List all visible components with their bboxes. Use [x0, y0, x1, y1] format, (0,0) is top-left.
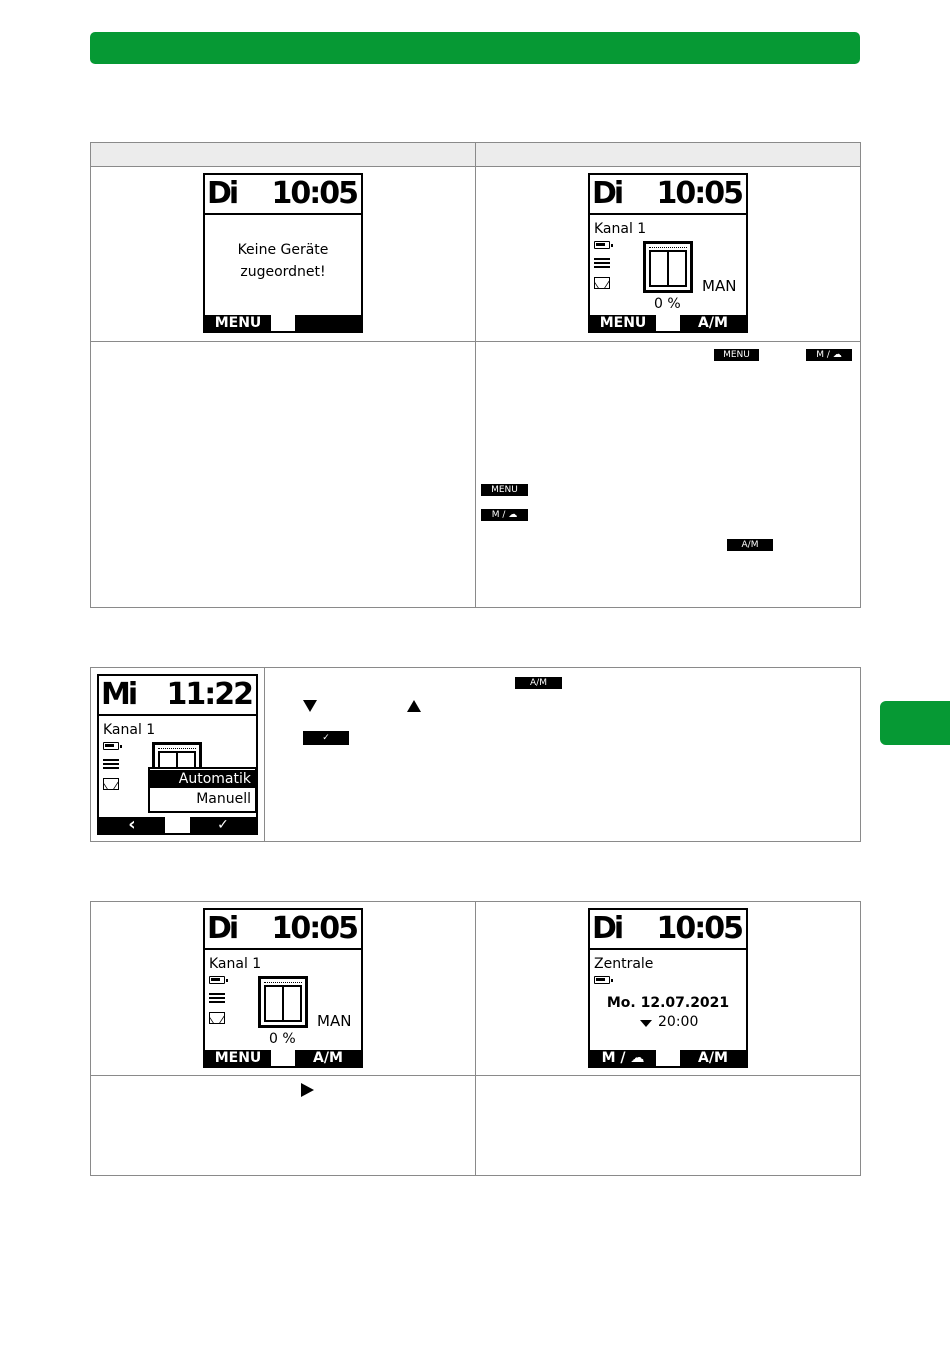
softkey-bar — [99, 814, 256, 835]
display-central-timer — [588, 908, 748, 1068]
display-mode-select — [97, 674, 258, 835]
arrow-up-icon — [407, 700, 421, 712]
mode-label: MAN — [702, 277, 737, 295]
display-channel-manual — [588, 173, 748, 333]
clock-label: 10:05 — [271, 911, 357, 946]
mode-label: MAN — [317, 1012, 352, 1030]
envelope-icon — [594, 277, 610, 289]
softkey-bar — [205, 1050, 361, 1066]
display-channel-manual — [203, 908, 363, 1068]
table-3-text-left — [91, 1076, 476, 1176]
back-softkey[interactable]: ‹ — [99, 817, 165, 833]
option-automatik[interactable]: Automatik — [150, 770, 255, 788]
display-no-devices — [203, 173, 363, 333]
weekday-label: Di — [592, 911, 622, 946]
menu-key-icon: MENU — [714, 349, 759, 361]
battery-icon — [594, 976, 610, 984]
check-key-icon: ✓ — [303, 731, 349, 745]
chapter-tab — [880, 701, 950, 745]
mode-dropdown — [148, 767, 257, 813]
table-2-text — [265, 668, 861, 842]
softkey-bar — [205, 315, 361, 331]
menu-softkey[interactable]: MENU — [205, 1050, 271, 1066]
option-manuell[interactable]: Manuell — [196, 791, 251, 807]
shutter-icon — [594, 258, 610, 270]
position-percent: 0 % — [269, 1031, 296, 1047]
menu-key-icon: MENU — [481, 484, 528, 496]
table-1-text-left — [91, 342, 476, 608]
message-line-1: Keine Geräte — [237, 242, 329, 258]
shutter-icon — [103, 759, 119, 771]
arrow-down-icon — [640, 1020, 652, 1027]
weekday-label: Di — [592, 176, 622, 211]
channel-label: Kanal 1 — [594, 221, 647, 237]
table-1-text-right — [476, 342, 861, 608]
weekday-label: Mi — [101, 677, 136, 712]
arrow-down-icon — [303, 700, 317, 712]
battery-icon — [209, 976, 225, 984]
channel-label: Zentrale — [594, 956, 654, 972]
next-switch-time: 20:00 — [658, 1014, 699, 1030]
manual-auto-key-icon: M / ☁ — [481, 509, 528, 521]
menu-softkey[interactable]: MENU — [205, 315, 271, 331]
divider — [205, 948, 361, 950]
position-percent: 0 % — [654, 296, 681, 312]
divider — [590, 948, 746, 950]
table-1-header-right — [476, 143, 861, 167]
channel-label: Kanal 1 — [103, 722, 156, 738]
weekday-label: Di — [207, 911, 237, 946]
table-3-text-right — [476, 1076, 861, 1176]
am-softkey[interactable]: A/M — [295, 1050, 361, 1066]
arrow-right-icon — [301, 1083, 314, 1097]
window-icon — [643, 241, 693, 293]
right-softkey[interactable] — [295, 315, 361, 331]
menu-softkey[interactable]: MENU — [590, 315, 656, 331]
clock-label: 10:05 — [271, 176, 357, 211]
battery-icon — [594, 241, 610, 249]
weekday-label: Di — [207, 176, 237, 211]
divider — [205, 213, 361, 215]
table-1-header-left — [91, 143, 476, 167]
header-bar — [90, 32, 860, 64]
divider — [99, 714, 256, 716]
am-key-icon: A/M — [727, 539, 773, 551]
am-softkey[interactable]: A/M — [680, 315, 746, 331]
softkey-bar — [590, 1050, 746, 1066]
confirm-softkey[interactable]: ✓ — [190, 817, 256, 833]
channel-label: Kanal 1 — [209, 956, 262, 972]
battery-icon — [103, 742, 119, 750]
status-message — [205, 239, 361, 283]
softkey-bar — [590, 315, 746, 331]
am-softkey[interactable]: A/M — [680, 1050, 746, 1066]
envelope-icon — [103, 778, 119, 790]
am-key-icon: A/M — [515, 677, 562, 689]
manual-auto-key-icon: M / ☁ — [806, 349, 852, 361]
clock-label: 10:05 — [656, 911, 742, 946]
clock-label: 10:05 — [656, 176, 742, 211]
window-icon — [258, 976, 308, 1028]
envelope-icon — [209, 1012, 225, 1024]
message-line-2: zugeordnet! — [240, 264, 326, 280]
date-label: Mo. 12.07.2021 — [606, 995, 730, 1011]
manual-auto-softkey[interactable]: M / ☁ — [590, 1050, 656, 1066]
clock-label: 11:22 — [166, 677, 252, 712]
shutter-icon — [209, 993, 225, 1005]
divider — [590, 213, 746, 215]
